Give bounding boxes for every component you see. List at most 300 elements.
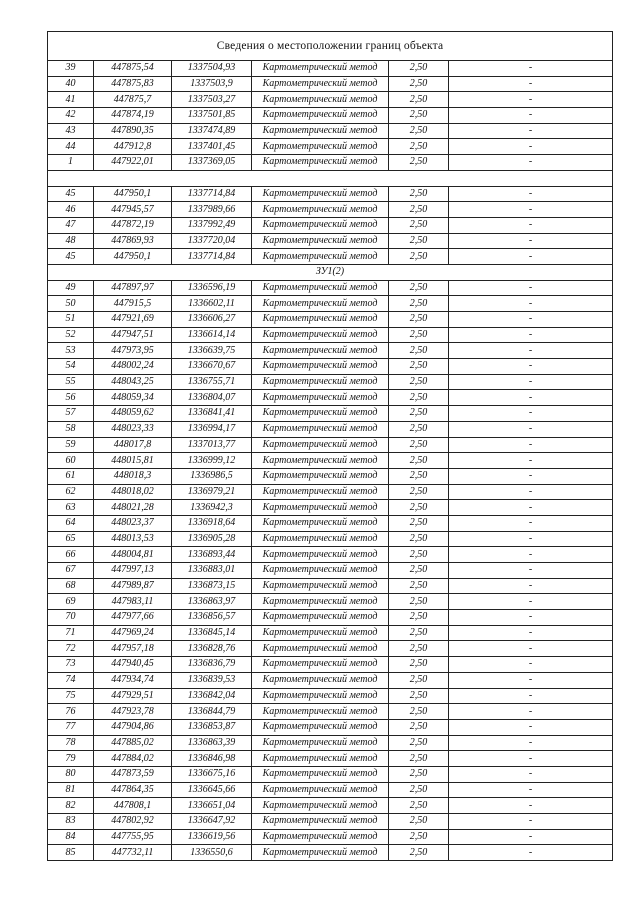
y-coordinate-cell: 1336614,14 — [172, 327, 252, 343]
y-coordinate-cell: 1336844,79 — [172, 704, 252, 720]
description-cell: - — [449, 610, 613, 626]
point-number-cell: 50 — [48, 296, 94, 312]
table-row — [48, 610, 613, 626]
x-coordinate-cell: 447755,95 — [94, 829, 172, 845]
description-cell: - — [449, 61, 613, 77]
table-title: Сведения о местоположении границ объекта — [48, 32, 613, 61]
y-coordinate-cell: 1336856,57 — [172, 610, 252, 626]
x-coordinate-cell: 447989,87 — [94, 578, 172, 594]
accuracy-cell: 2,50 — [389, 814, 449, 830]
method-cell: Картометрический метод — [252, 766, 389, 782]
table-row — [48, 798, 613, 814]
method-cell: Картометрический метод — [252, 500, 389, 516]
table-row — [48, 217, 613, 233]
description-cell: - — [449, 625, 613, 641]
x-coordinate-cell: 447947,51 — [94, 327, 172, 343]
table-row — [48, 688, 613, 704]
description-cell: - — [449, 123, 613, 139]
point-number-cell: 65 — [48, 531, 94, 547]
y-coordinate-cell: 1337989,66 — [172, 202, 252, 218]
description-cell: - — [449, 359, 613, 375]
y-coordinate-cell: 1336836,79 — [172, 657, 252, 673]
point-number-cell: 45 — [48, 249, 94, 265]
description-cell: - — [449, 672, 613, 688]
x-coordinate-cell: 447869,93 — [94, 233, 172, 249]
accuracy-cell: 2,50 — [389, 515, 449, 531]
separator-cell — [48, 170, 613, 186]
accuracy-cell: 2,50 — [389, 123, 449, 139]
section-header-row — [48, 264, 613, 280]
x-coordinate-cell: 447875,54 — [94, 61, 172, 77]
table-row — [48, 76, 613, 92]
y-coordinate-cell: 1337369,05 — [172, 155, 252, 171]
table-row — [48, 155, 613, 171]
method-cell: Картометрический метод — [252, 374, 389, 390]
point-number-cell: 81 — [48, 782, 94, 798]
method-cell: Картометрический метод — [252, 92, 389, 108]
x-coordinate-cell: 447915,5 — [94, 296, 172, 312]
method-cell: Картометрический метод — [252, 233, 389, 249]
y-coordinate-cell: 1336893,44 — [172, 547, 252, 563]
accuracy-cell: 2,50 — [389, 468, 449, 484]
point-number-cell: 77 — [48, 719, 94, 735]
y-coordinate-cell: 1336670,67 — [172, 359, 252, 375]
table-row — [48, 531, 613, 547]
accuracy-cell: 2,50 — [389, 406, 449, 422]
point-number-cell: 53 — [48, 343, 94, 359]
description-cell: - — [449, 390, 613, 406]
point-number-cell: 69 — [48, 594, 94, 610]
x-coordinate-cell: 448017,8 — [94, 437, 172, 453]
accuracy-cell: 2,50 — [389, 76, 449, 92]
table-row — [48, 406, 613, 422]
table-row — [48, 547, 613, 563]
y-coordinate-cell: 1336999,12 — [172, 453, 252, 469]
y-coordinate-cell: 1336918,64 — [172, 515, 252, 531]
x-coordinate-cell: 447934,74 — [94, 672, 172, 688]
accuracy-cell: 2,50 — [389, 327, 449, 343]
table-row — [48, 657, 613, 673]
point-number-cell: 62 — [48, 484, 94, 500]
point-number-cell: 58 — [48, 421, 94, 437]
description-cell: - — [449, 233, 613, 249]
accuracy-cell: 2,50 — [389, 233, 449, 249]
method-cell: Картометрический метод — [252, 657, 389, 673]
method-cell: Картометрический метод — [252, 343, 389, 359]
point-number-cell: 80 — [48, 766, 94, 782]
point-number-cell: 82 — [48, 798, 94, 814]
table-row — [48, 233, 613, 249]
accuracy-cell: 2,50 — [389, 829, 449, 845]
x-coordinate-cell: 448059,62 — [94, 406, 172, 422]
point-number-cell: 57 — [48, 406, 94, 422]
description-cell: - — [449, 547, 613, 563]
accuracy-cell: 2,50 — [389, 610, 449, 626]
y-coordinate-cell: 1336639,75 — [172, 343, 252, 359]
accuracy-cell: 2,50 — [389, 672, 449, 688]
y-coordinate-cell: 1336645,66 — [172, 782, 252, 798]
y-coordinate-cell: 1337714,84 — [172, 186, 252, 202]
description-cell: - — [449, 814, 613, 830]
table-row — [48, 390, 613, 406]
method-cell: Картометрический метод — [252, 782, 389, 798]
x-coordinate-cell: 448059,34 — [94, 390, 172, 406]
table-row — [48, 186, 613, 202]
accuracy-cell: 2,50 — [389, 766, 449, 782]
y-coordinate-cell: 1336845,14 — [172, 625, 252, 641]
point-number-cell: 84 — [48, 829, 94, 845]
x-coordinate-cell: 447904,86 — [94, 719, 172, 735]
method-cell: Картометрический метод — [252, 641, 389, 657]
accuracy-cell: 2,50 — [389, 249, 449, 265]
table-row — [48, 500, 613, 516]
table-row — [48, 814, 613, 830]
point-number-cell: 74 — [48, 672, 94, 688]
y-coordinate-cell: 1336841,41 — [172, 406, 252, 422]
y-coordinate-cell: 1336804,07 — [172, 390, 252, 406]
table-row — [48, 719, 613, 735]
point-number-cell: 70 — [48, 610, 94, 626]
point-number-cell: 55 — [48, 374, 94, 390]
x-coordinate-cell: 447873,59 — [94, 766, 172, 782]
x-coordinate-cell: 447884,02 — [94, 751, 172, 767]
x-coordinate-cell: 447923,78 — [94, 704, 172, 720]
table-row — [48, 751, 613, 767]
point-number-cell: 59 — [48, 437, 94, 453]
point-number-cell: 85 — [48, 845, 94, 861]
method-cell: Картометрический метод — [252, 437, 389, 453]
point-number-cell: 56 — [48, 390, 94, 406]
y-coordinate-cell: 1336596,19 — [172, 280, 252, 296]
accuracy-cell: 2,50 — [389, 155, 449, 171]
accuracy-cell: 2,50 — [389, 547, 449, 563]
y-coordinate-cell: 1336942,3 — [172, 500, 252, 516]
method-cell: Картометрический метод — [252, 672, 389, 688]
table-row — [48, 374, 613, 390]
description-cell: - — [449, 453, 613, 469]
method-cell: Картометрический метод — [252, 578, 389, 594]
point-number-cell: 47 — [48, 217, 94, 233]
description-cell: - — [449, 421, 613, 437]
point-number-cell: 52 — [48, 327, 94, 343]
y-coordinate-cell: 1336873,15 — [172, 578, 252, 594]
table-row — [48, 312, 613, 328]
accuracy-cell: 2,50 — [389, 719, 449, 735]
table-row — [48, 641, 613, 657]
point-number-cell: 72 — [48, 641, 94, 657]
table-row — [48, 735, 613, 751]
description-cell: - — [449, 92, 613, 108]
accuracy-cell: 2,50 — [389, 531, 449, 547]
accuracy-cell: 2,50 — [389, 704, 449, 720]
accuracy-cell: 2,50 — [389, 594, 449, 610]
point-number-cell: 79 — [48, 751, 94, 767]
accuracy-cell: 2,50 — [389, 735, 449, 751]
point-number-cell: 43 — [48, 123, 94, 139]
point-number-cell: 73 — [48, 657, 94, 673]
x-coordinate-cell: 447912,8 — [94, 139, 172, 155]
accuracy-cell: 2,50 — [389, 657, 449, 673]
description-cell: - — [449, 500, 613, 516]
y-coordinate-cell: 1336828,76 — [172, 641, 252, 657]
description-cell: - — [449, 280, 613, 296]
description-cell: - — [449, 76, 613, 92]
description-cell: - — [449, 186, 613, 202]
table-row — [48, 468, 613, 484]
y-coordinate-cell: 1336905,28 — [172, 531, 252, 547]
accuracy-cell: 2,50 — [389, 92, 449, 108]
table-row — [48, 766, 613, 782]
accuracy-cell: 2,50 — [389, 563, 449, 579]
table-row — [48, 421, 613, 437]
x-coordinate-cell: 448013,53 — [94, 531, 172, 547]
description-cell: - — [449, 657, 613, 673]
method-cell: Картометрический метод — [252, 814, 389, 830]
method-cell: Картометрический метод — [252, 139, 389, 155]
method-cell: Картометрический метод — [252, 798, 389, 814]
method-cell: Картометрический метод — [252, 531, 389, 547]
point-number-cell: 42 — [48, 108, 94, 124]
accuracy-cell: 2,50 — [389, 453, 449, 469]
table-row — [48, 296, 613, 312]
x-coordinate-cell: 447921,69 — [94, 312, 172, 328]
table-row — [48, 437, 613, 453]
method-cell: Картометрический метод — [252, 719, 389, 735]
method-cell: Картометрический метод — [252, 468, 389, 484]
y-coordinate-cell: 1336619,56 — [172, 829, 252, 845]
accuracy-cell: 2,50 — [389, 280, 449, 296]
table-row — [48, 61, 613, 77]
description-cell: - — [449, 327, 613, 343]
method-cell: Картометрический метод — [252, 453, 389, 469]
accuracy-cell: 2,50 — [389, 782, 449, 798]
point-number-cell: 83 — [48, 814, 94, 830]
x-coordinate-cell: 447897,97 — [94, 280, 172, 296]
x-coordinate-cell: 448023,33 — [94, 421, 172, 437]
x-coordinate-cell: 447885,02 — [94, 735, 172, 751]
table-row — [48, 578, 613, 594]
x-coordinate-cell: 448018,02 — [94, 484, 172, 500]
method-cell: Картометрический метод — [252, 625, 389, 641]
x-coordinate-cell: 447875,7 — [94, 92, 172, 108]
table-row — [48, 249, 613, 265]
y-coordinate-cell: 1336883,01 — [172, 563, 252, 579]
table-row — [48, 484, 613, 500]
x-coordinate-cell: 447874,19 — [94, 108, 172, 124]
table-row — [48, 845, 613, 861]
accuracy-cell: 2,50 — [389, 500, 449, 516]
point-number-cell: 48 — [48, 233, 94, 249]
x-coordinate-cell: 447872,19 — [94, 217, 172, 233]
method-cell: Картометрический метод — [252, 327, 389, 343]
method-cell: Картометрический метод — [252, 563, 389, 579]
table-row — [48, 625, 613, 641]
x-coordinate-cell: 447950,1 — [94, 186, 172, 202]
x-coordinate-cell: 448018,3 — [94, 468, 172, 484]
method-cell: Картометрический метод — [252, 547, 389, 563]
point-number-cell: 61 — [48, 468, 94, 484]
method-cell: Картометрический метод — [252, 249, 389, 265]
y-coordinate-cell: 1337992,49 — [172, 217, 252, 233]
boundary-coordinates-table — [47, 31, 613, 861]
description-cell: - — [449, 688, 613, 704]
description-cell: - — [449, 515, 613, 531]
description-cell: - — [449, 217, 613, 233]
y-coordinate-cell: 1337503,27 — [172, 92, 252, 108]
table-row — [48, 123, 613, 139]
y-coordinate-cell: 1336979,21 — [172, 484, 252, 500]
y-coordinate-cell: 1337474,89 — [172, 123, 252, 139]
method-cell: Картометрический метод — [252, 515, 389, 531]
table-row — [48, 704, 613, 720]
method-cell: Картометрический метод — [252, 155, 389, 171]
description-cell: - — [449, 578, 613, 594]
table-title-row — [48, 32, 613, 61]
x-coordinate-cell: 447969,24 — [94, 625, 172, 641]
point-number-cell: 68 — [48, 578, 94, 594]
method-cell: Картометрический метод — [252, 390, 389, 406]
method-cell: Картометрический метод — [252, 704, 389, 720]
point-number-cell: 41 — [48, 92, 94, 108]
y-coordinate-cell: 1336647,92 — [172, 814, 252, 830]
method-cell: Картометрический метод — [252, 108, 389, 124]
accuracy-cell: 2,50 — [389, 186, 449, 202]
method-cell: Картометрический метод — [252, 280, 389, 296]
description-cell: - — [449, 845, 613, 861]
table-row — [48, 327, 613, 343]
x-coordinate-cell: 448043,25 — [94, 374, 172, 390]
method-cell: Картометрический метод — [252, 202, 389, 218]
accuracy-cell: 2,50 — [389, 390, 449, 406]
method-cell: Картометрический метод — [252, 123, 389, 139]
accuracy-cell: 2,50 — [389, 845, 449, 861]
y-coordinate-cell: 1336842,04 — [172, 688, 252, 704]
x-coordinate-cell: 448004,81 — [94, 547, 172, 563]
table-row — [48, 563, 613, 579]
x-coordinate-cell: 447957,18 — [94, 641, 172, 657]
description-cell: - — [449, 563, 613, 579]
y-coordinate-cell: 1337501,85 — [172, 108, 252, 124]
y-coordinate-cell: 1336550,6 — [172, 845, 252, 861]
x-coordinate-cell: 447983,11 — [94, 594, 172, 610]
x-coordinate-cell: 447950,1 — [94, 249, 172, 265]
x-coordinate-cell: 447929,51 — [94, 688, 172, 704]
point-number-cell: 71 — [48, 625, 94, 641]
y-coordinate-cell: 1336675,16 — [172, 766, 252, 782]
y-coordinate-cell: 1337013,77 — [172, 437, 252, 453]
y-coordinate-cell: 1337503,9 — [172, 76, 252, 92]
y-coordinate-cell: 1336863,97 — [172, 594, 252, 610]
x-coordinate-cell: 447875,83 — [94, 76, 172, 92]
method-cell: Картометрический метод — [252, 829, 389, 845]
accuracy-cell: 2,50 — [389, 484, 449, 500]
table-row — [48, 343, 613, 359]
table-row — [48, 139, 613, 155]
accuracy-cell: 2,50 — [389, 359, 449, 375]
table-row — [48, 92, 613, 108]
point-number-cell: 46 — [48, 202, 94, 218]
description-cell: - — [449, 531, 613, 547]
x-coordinate-cell: 447997,13 — [94, 563, 172, 579]
accuracy-cell: 2,50 — [389, 437, 449, 453]
description-cell: - — [449, 312, 613, 328]
x-coordinate-cell: 448021,28 — [94, 500, 172, 516]
x-coordinate-cell: 447922,01 — [94, 155, 172, 171]
description-cell: - — [449, 719, 613, 735]
accuracy-cell: 2,50 — [389, 108, 449, 124]
accuracy-cell: 2,50 — [389, 312, 449, 328]
table-row — [48, 829, 613, 845]
point-number-cell: 66 — [48, 547, 94, 563]
table-row — [48, 359, 613, 375]
point-number-cell: 64 — [48, 515, 94, 531]
y-coordinate-cell: 1336602,11 — [172, 296, 252, 312]
point-number-cell: 40 — [48, 76, 94, 92]
method-cell: Картометрический метод — [252, 845, 389, 861]
y-coordinate-cell: 1337401,45 — [172, 139, 252, 155]
y-coordinate-cell: 1337720,04 — [172, 233, 252, 249]
description-cell: - — [449, 406, 613, 422]
method-cell: Картометрический метод — [252, 594, 389, 610]
x-coordinate-cell: 447945,57 — [94, 202, 172, 218]
point-number-cell: 60 — [48, 453, 94, 469]
x-coordinate-cell: 448015,81 — [94, 453, 172, 469]
method-cell: Картометрический метод — [252, 217, 389, 233]
accuracy-cell: 2,50 — [389, 751, 449, 767]
description-cell: - — [449, 751, 613, 767]
accuracy-cell: 2,50 — [389, 61, 449, 77]
table-row — [48, 202, 613, 218]
method-cell: Картометрический метод — [252, 186, 389, 202]
y-coordinate-cell: 1337714,84 — [172, 249, 252, 265]
table-row — [48, 782, 613, 798]
description-cell: - — [449, 108, 613, 124]
table-row — [48, 453, 613, 469]
accuracy-cell: 2,50 — [389, 421, 449, 437]
accuracy-cell: 2,50 — [389, 578, 449, 594]
point-number-cell: 45 — [48, 186, 94, 202]
y-coordinate-cell: 1337504,93 — [172, 61, 252, 77]
description-cell: - — [449, 829, 613, 845]
y-coordinate-cell: 1336846,98 — [172, 751, 252, 767]
y-coordinate-cell: 1336606,27 — [172, 312, 252, 328]
description-cell: - — [449, 704, 613, 720]
y-coordinate-cell: 1336986,5 — [172, 468, 252, 484]
y-coordinate-cell: 1336755,71 — [172, 374, 252, 390]
x-coordinate-cell: 447732,11 — [94, 845, 172, 861]
method-cell: Картометрический метод — [252, 76, 389, 92]
x-coordinate-cell: 447808,1 — [94, 798, 172, 814]
x-coordinate-cell: 448023,37 — [94, 515, 172, 531]
accuracy-cell: 2,50 — [389, 798, 449, 814]
description-cell: - — [449, 594, 613, 610]
description-cell: - — [449, 735, 613, 751]
point-number-cell: 44 — [48, 139, 94, 155]
y-coordinate-cell: 1336863,39 — [172, 735, 252, 751]
method-cell: Картометрический метод — [252, 421, 389, 437]
x-coordinate-cell: 447940,45 — [94, 657, 172, 673]
method-cell: Картометрический метод — [252, 688, 389, 704]
separator-row — [48, 170, 613, 186]
x-coordinate-cell: 447977,66 — [94, 610, 172, 626]
y-coordinate-cell: 1336994,17 — [172, 421, 252, 437]
table-row — [48, 108, 613, 124]
method-cell: Картометрический метод — [252, 61, 389, 77]
table-row — [48, 280, 613, 296]
table-row — [48, 594, 613, 610]
description-cell: - — [449, 139, 613, 155]
description-cell: - — [449, 641, 613, 657]
